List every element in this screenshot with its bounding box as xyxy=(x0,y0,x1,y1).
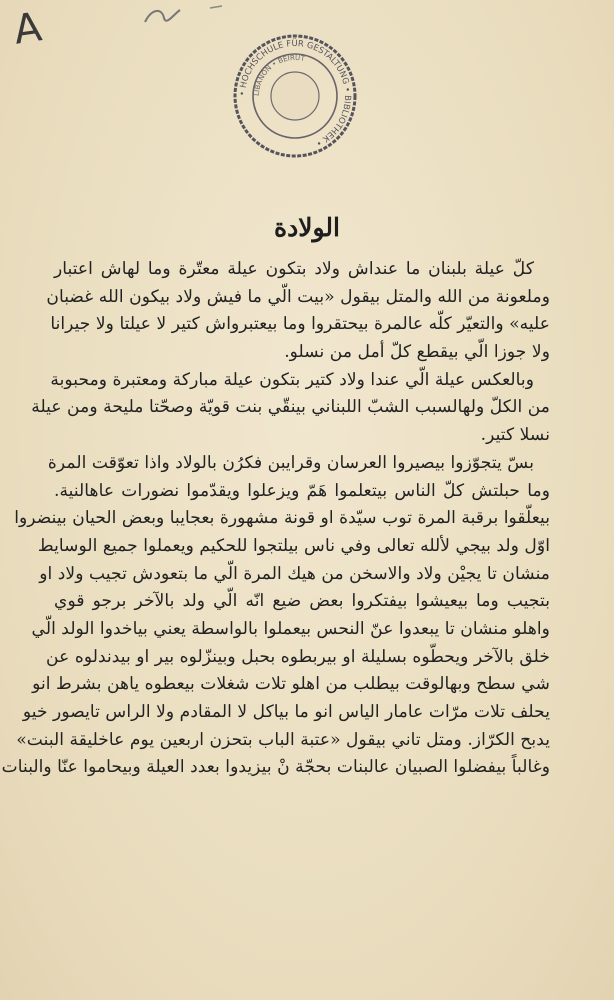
paragraph xyxy=(31,367,550,450)
text-line: بيعلّقوا برقبة المرة توب سيّدة او قونة مشهورة بعجايبا وبعض الحيان بينضروا xyxy=(14,508,550,529)
chapter-title: الولادة xyxy=(274,212,340,242)
stamp-inner-text: LIBANON • BEIRUT xyxy=(252,53,306,97)
pencil-mark xyxy=(140,0,250,30)
text-line: من الكلّ ولهالسبب الشبّ اللبناني بينقّي بنت قويّة وصحّتا مليحة ومن عيلة xyxy=(31,397,550,418)
text-line: يحلف تلات مرّات عامار الياس انو ما بياكل لا المقادم ولا الراس تايصور خيو xyxy=(22,702,550,722)
text-line: وغالباً بيفضلوا الصبيان عالبنات بحجّة نْ بيزيدوا بعدد العيلة وبيحاموا عنّا والبنات xyxy=(1,757,550,778)
text-line: وما حبلتش كلّ الناس بيتعلموا هَمّ ويزعلوا ويقدّموا نضورات عاهالنية. xyxy=(54,480,550,501)
stamp-outer-text: • HOCHSCHULE FÜR GESTALTUNG • BIBLIOTHEK • xyxy=(237,38,353,148)
margin-annotation: A xyxy=(10,4,45,54)
text-line: نسلا كتير. xyxy=(480,425,550,446)
text-line: منشان تا يجيْن ولاد والاسخن من هيك المرة الّي ما بتعودش تجيب ولاد او xyxy=(39,563,550,584)
text-line: بتجيب وما بيعيشوا بيفتكروا بعض ضيع انّه الّي ولد بالآخر برجو قوي xyxy=(54,591,550,612)
text-line: وملعونة من الله والمتل بيقول «بيت الّي ما فيش ولاد بيكون الله غضبان xyxy=(46,286,550,307)
text-line: وبالعكس عيلة الّي عندا ولاد كتير بتكون عيلة مباركة ومعتبرة ومحبوبة xyxy=(50,369,534,390)
text-line: واهلو منشان تا يبعدوا عنّ النحس بيعملوا بالواسطة يعني بياخدوا الولد الّي xyxy=(31,618,550,639)
text-line: كلّ عيلة بلبنان ما عنداش ولاد بتكون عيلة معتّرة وما لهاش اعتبار xyxy=(54,259,534,279)
paragraph xyxy=(1,450,550,782)
text-line: بسّ يتجوّزوا بيصيروا العرسان وقرايبن فكرُن بالولاد واذا تعوّقت المرة xyxy=(47,452,534,473)
library-stamp xyxy=(233,34,357,158)
text-line: ولا جوزا الّي بيقطع كلّ أمل من نسلو. xyxy=(284,342,550,363)
body-text xyxy=(1,256,550,782)
text-line: اوّل ولد بيجي لألله تعالى وفي ناس بيلتجوا للحكيم ويعملوا جميع الوسايط xyxy=(37,535,550,556)
text-line: يدبح الكرّاز. ومتل تاني بيقول «عتبة الباب بتحزن اربعين يوم عاخليقة البنت» xyxy=(16,729,550,750)
text-line: شي سطح وبهالوقت بيطلب من اهلو تلات شغلات بيعطوه ياهن بشرط انو xyxy=(32,674,550,695)
text-line: عليه» والتعيّر كلّه عالمرة بيحتقروا وما بيعتبرواش كتير لا عيلتا ولا جيرانا xyxy=(50,314,550,335)
text-line: خلق بالآخر ويحطّوه بسليلة او بيربطوه بحبل وبينزّلوه بير او بيدندلوه عن xyxy=(46,646,550,667)
paragraph xyxy=(46,256,550,367)
